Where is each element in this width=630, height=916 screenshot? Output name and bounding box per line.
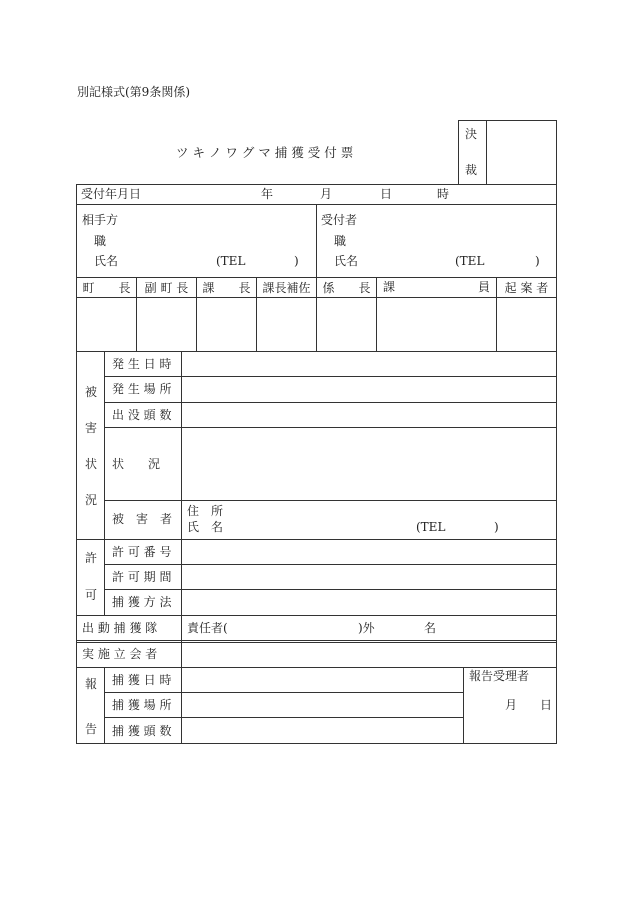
receiver-position-label: 職 <box>334 234 347 248</box>
capture-count-field[interactable] <box>182 718 462 743</box>
counterpart-position-label: 職 <box>94 234 107 248</box>
damage-occurrence-place-label: 発 生 場 所 <box>112 382 172 396</box>
report-receiver-day: 日 <box>540 698 553 712</box>
damage-occurrence-date-field[interactable] <box>182 352 556 376</box>
report-receiver-month: 月 <box>505 698 518 712</box>
damage-situation-field[interactable] <box>182 428 556 500</box>
dispatch-count-label: 名 <box>424 621 437 635</box>
victim-tel-label: (TEL <box>416 520 446 534</box>
counterpart-title: 相手方 <box>82 213 119 227</box>
line <box>76 615 557 616</box>
report-receiver-label: 報告受理者 <box>469 669 530 683</box>
line <box>316 204 317 277</box>
line <box>76 743 557 744</box>
damage-side-4: 況 <box>85 493 98 507</box>
capture-method-label: 捕 獲 方 法 <box>112 595 172 609</box>
line <box>104 500 557 501</box>
report-side-2: 告 <box>85 722 98 736</box>
line <box>76 640 557 641</box>
approval-char-1: 決 <box>465 127 478 141</box>
capture-date-field[interactable] <box>182 668 462 692</box>
role-assistant-chief: 課長補佐 <box>262 281 311 295</box>
counterpart-name-label: 氏名 <box>94 254 119 268</box>
capture-place-label: 捕 獲 場 所 <box>112 698 172 712</box>
capture-date-label: 捕 獲 日 時 <box>112 673 172 687</box>
line <box>76 184 77 743</box>
witness-label: 実 施 立 会 者 <box>82 647 158 661</box>
seal-box-unit-chief[interactable] <box>317 298 376 351</box>
permit-period-field[interactable] <box>182 565 556 589</box>
capture-place-field[interactable] <box>182 693 462 717</box>
damage-situation-label: 状 況 <box>112 457 161 471</box>
permit-period-label: 許 可 期 間 <box>112 570 172 584</box>
role-section-chief: 課 長 <box>202 281 251 295</box>
witness-field[interactable] <box>182 643 556 667</box>
line <box>104 667 105 743</box>
role-staff-suffix: 員 <box>478 280 491 294</box>
role-deputy-mayor: 副 町 長 <box>144 281 189 295</box>
approval-char-2: 裁 <box>465 163 478 177</box>
form-title: ツ キ ノ ワ グ マ 捕 獲 受 付 票 <box>176 145 354 160</box>
damage-victim-label: 被 害 者 <box>112 512 173 526</box>
receipt-date-label: 受付年月日 <box>81 187 142 201</box>
line <box>556 120 557 743</box>
role-mayor: 町 長 <box>82 281 131 295</box>
dispatch-others-label: )外 <box>358 621 375 635</box>
report-side-1: 報 <box>85 677 98 691</box>
damage-side-3: 状 <box>85 457 98 471</box>
seal-box-section-chief[interactable] <box>197 298 256 351</box>
dispatch-team-label: 出 動 捕 獲 隊 <box>82 621 158 635</box>
damage-occurrence-date-label: 発 生 日 時 <box>112 357 172 371</box>
seal-box-mayor[interactable] <box>77 298 136 351</box>
seal-box-deputy-mayor[interactable] <box>137 298 196 351</box>
seal-box-staff[interactable] <box>377 298 496 351</box>
dispatch-leader-label: 責任者( <box>187 621 228 635</box>
receiver-name-label: 氏名 <box>334 254 359 268</box>
line <box>458 120 459 184</box>
seal-box-assistant-chief[interactable] <box>257 298 316 351</box>
line <box>104 539 105 615</box>
victim-tel-close: ) <box>494 520 499 534</box>
damage-sighting-count-field[interactable] <box>182 403 556 427</box>
victim-address-label: 住 所 <box>187 504 224 518</box>
line <box>76 184 557 185</box>
receiver-title: 受付者 <box>321 213 358 227</box>
permit-number-field[interactable] <box>182 540 556 564</box>
role-staff-prefix: 課 <box>383 280 396 294</box>
line <box>463 667 464 743</box>
victim-name-label: 氏 名 <box>187 520 224 534</box>
receiver-tel-label: (TEL <box>455 254 485 268</box>
counterpart-tel-close: ) <box>294 254 299 268</box>
role-unit-chief: 係 長 <box>322 281 371 295</box>
capture-method-field[interactable] <box>182 590 556 615</box>
form-reference: 別記様式(第9条関係) <box>77 85 190 99</box>
receiver-tel-close: ) <box>535 254 540 268</box>
permit-side-2: 可 <box>85 588 98 602</box>
line <box>104 351 105 539</box>
permit-number-label: 許 可 番 号 <box>112 545 172 559</box>
receipt-month: 月 <box>320 187 333 201</box>
seal-box-drafter[interactable] <box>497 298 556 351</box>
receipt-year: 年 <box>261 187 274 201</box>
approval-stamp-box[interactable] <box>487 121 555 183</box>
damage-side-1: 被 <box>85 385 98 399</box>
permit-side-1: 許 <box>85 551 98 565</box>
damage-sighting-count-label: 出 没 頭 数 <box>112 408 172 422</box>
damage-side-2: 害 <box>85 421 98 435</box>
receipt-day: 日 <box>380 187 393 201</box>
damage-occurrence-place-field[interactable] <box>182 377 556 402</box>
counterpart-tel-label: (TEL <box>216 254 246 268</box>
receipt-hour: 時 <box>437 187 450 201</box>
role-drafter: 起 案 者 <box>504 281 549 295</box>
capture-count-label: 捕 獲 頭 数 <box>112 724 172 738</box>
